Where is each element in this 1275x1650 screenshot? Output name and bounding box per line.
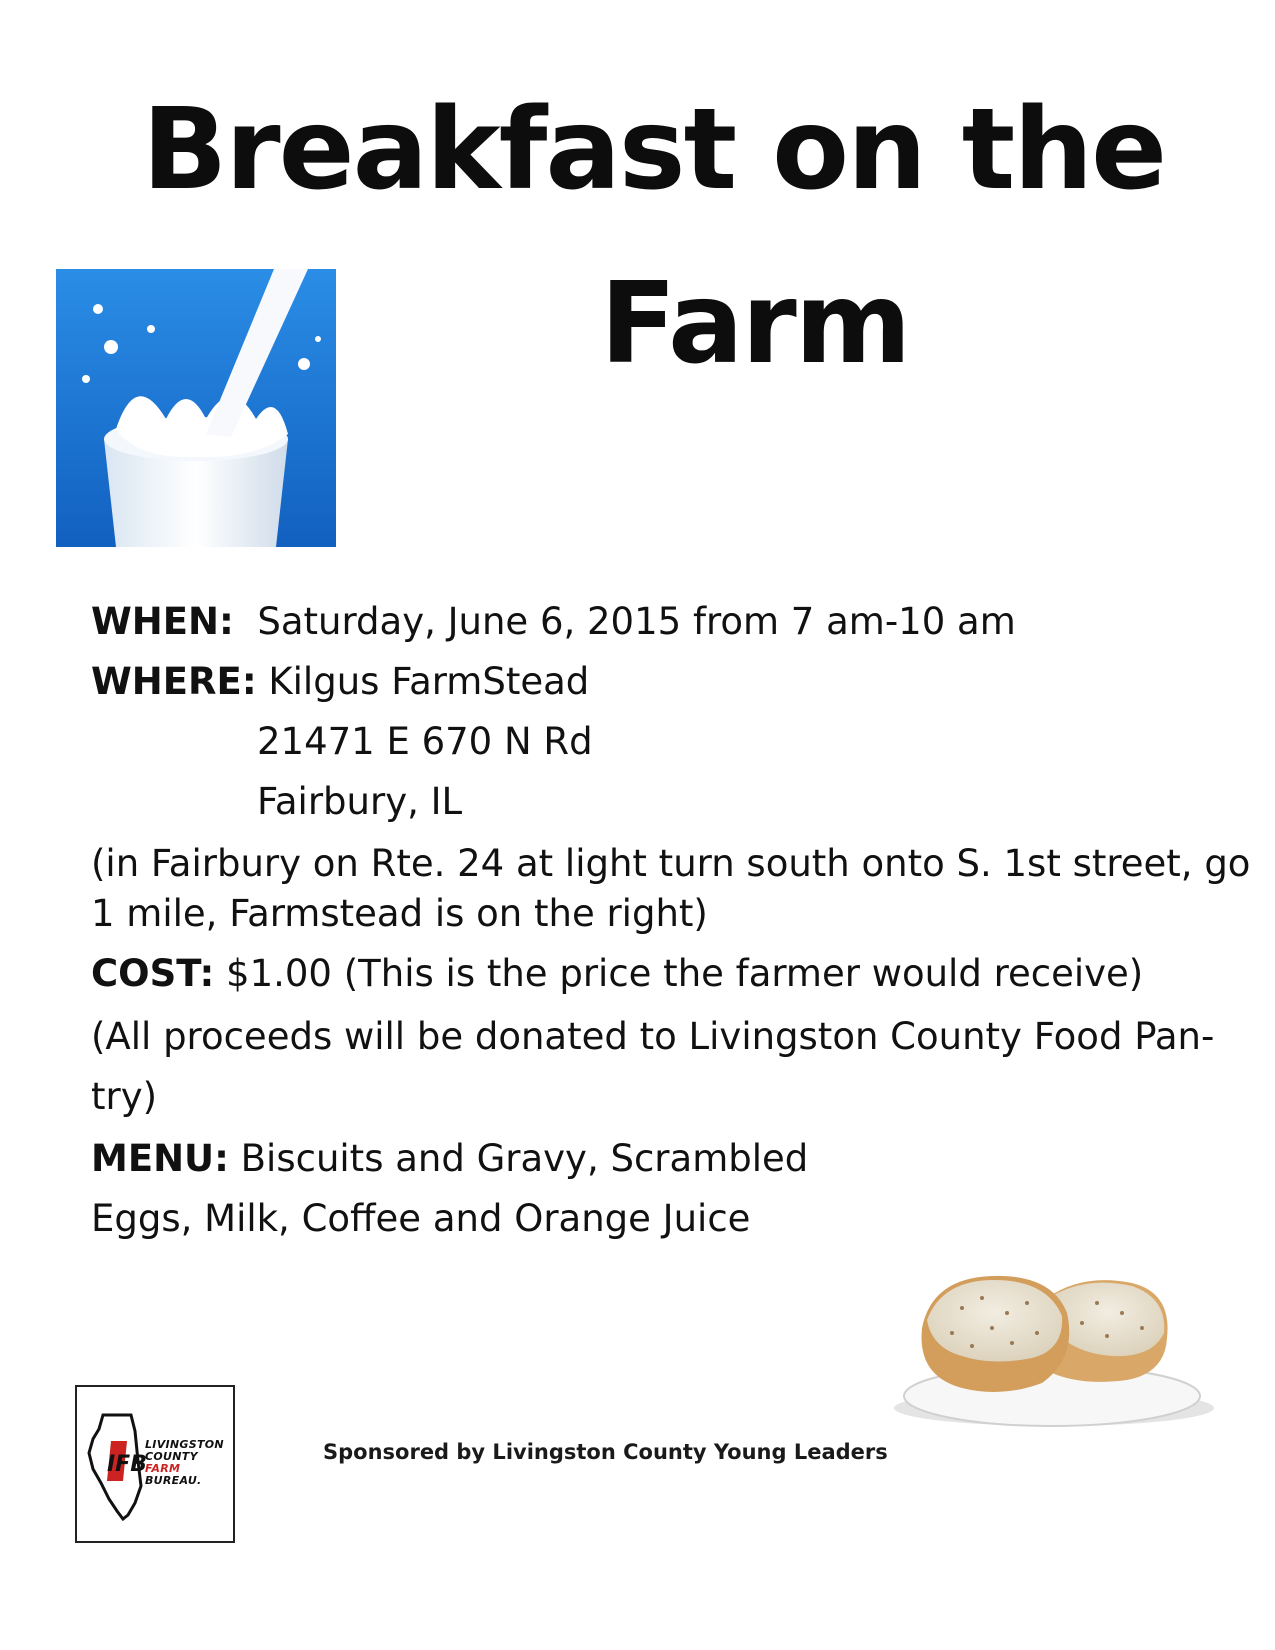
- biscuits-gravy-image: [882, 1258, 1222, 1428]
- when-label: WHEN:: [91, 600, 234, 643]
- logo-line-4: BUREAU.: [145, 1474, 202, 1487]
- where-name: Kilgus FarmStead: [268, 660, 590, 703]
- when-value: Saturday, June 6, 2015 from 7 am-10 am: [257, 600, 1016, 643]
- illinois-outline-icon: [83, 1411, 153, 1521]
- when-line: [91, 600, 1016, 644]
- logo-line-2: COUNTY: [145, 1450, 198, 1463]
- cost-line: [91, 952, 1143, 996]
- where-city: Fairbury, IL: [257, 780, 463, 823]
- where-label: WHERE:: [91, 660, 257, 703]
- menu-line-2: Eggs, Milk, Coffee and Orange Juice: [91, 1197, 751, 1240]
- cost-label: COST:: [91, 952, 215, 995]
- where-street: 21471 E 670 N Rd: [257, 720, 593, 763]
- logo-line-1: LIVINGSTON: [145, 1438, 224, 1451]
- menu-line-1: Biscuits and Gravy, Scrambled: [240, 1137, 809, 1180]
- farm-bureau-logo: [75, 1385, 235, 1543]
- cost-value: $1.00 (This is the price the farmer would receive): [226, 952, 1144, 995]
- directions-line-1: (in Fairbury on Rte. 24 at light turn south onto S. 1st street, go: [91, 842, 1251, 885]
- sponsor-text: Sponsored by Livingston County Young Leaders: [323, 1440, 888, 1464]
- menu-label: MENU:: [91, 1137, 229, 1180]
- where-line: [91, 660, 589, 704]
- title-line-1: Breakfast on the: [142, 85, 1166, 215]
- directions-line-2: 1 mile, Farmstead is on the right): [91, 892, 708, 935]
- logo-wordmark: [145, 1439, 224, 1487]
- logo-monogram: IFB: [107, 1452, 147, 1477]
- logo-line-3: FARM: [145, 1462, 181, 1475]
- milk-glass-image: [56, 269, 336, 547]
- title-line-2: Farm: [600, 259, 910, 389]
- menu-line: [91, 1137, 808, 1181]
- proceeds-line-2: try): [91, 1075, 158, 1118]
- proceeds-line-1: (All proceeds will be donated to Livingston County Food Pan-: [91, 1015, 1215, 1058]
